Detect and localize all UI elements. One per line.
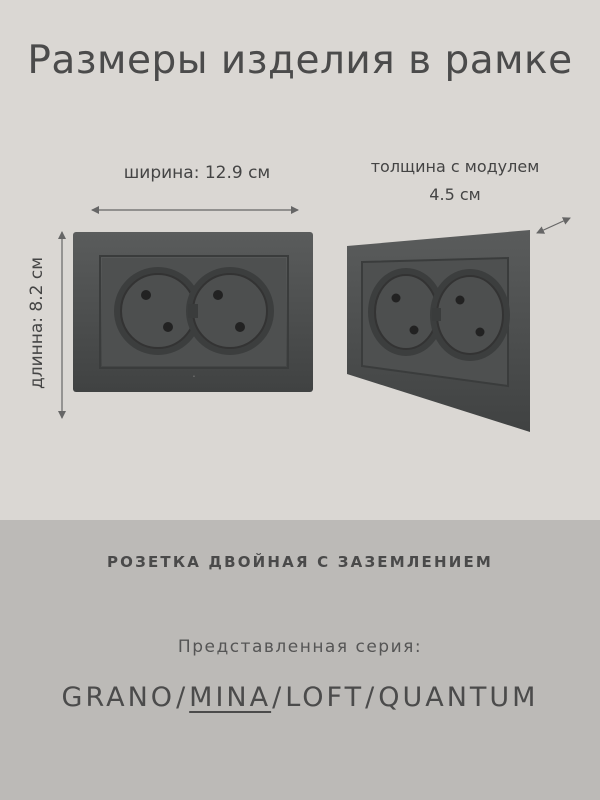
series-label: Представленная серия:	[177, 637, 423, 657]
depth-arrow	[537, 218, 570, 233]
socket-angled-view	[347, 230, 530, 432]
page-title: Размеры изделия в рамке	[27, 38, 573, 83]
series-quantum: QUANTUM	[378, 682, 539, 713]
series-separator: /	[365, 682, 378, 713]
series-grano: GRANO	[61, 682, 176, 713]
series-list	[0, 682, 600, 713]
series-mina: MINA	[189, 682, 272, 713]
series-loft: LOFT	[285, 682, 365, 713]
width-label: ширина: 12.9 см	[123, 163, 271, 183]
series-separator: /	[176, 682, 189, 713]
socket-front-view	[73, 232, 313, 392]
product-subtitle: РОЗЕТКА ДВОЙНАЯ С ЗАЗЕМЛЕНИЕМ	[106, 553, 494, 571]
length-label: длинна: 8.2 см	[27, 256, 47, 390]
series-separator: /	[272, 682, 285, 713]
svg-text:•: •	[192, 374, 196, 380]
depth-label-line2: 4.5 см	[429, 185, 481, 204]
depth-label-line1: толщина с модулем	[370, 157, 540, 176]
